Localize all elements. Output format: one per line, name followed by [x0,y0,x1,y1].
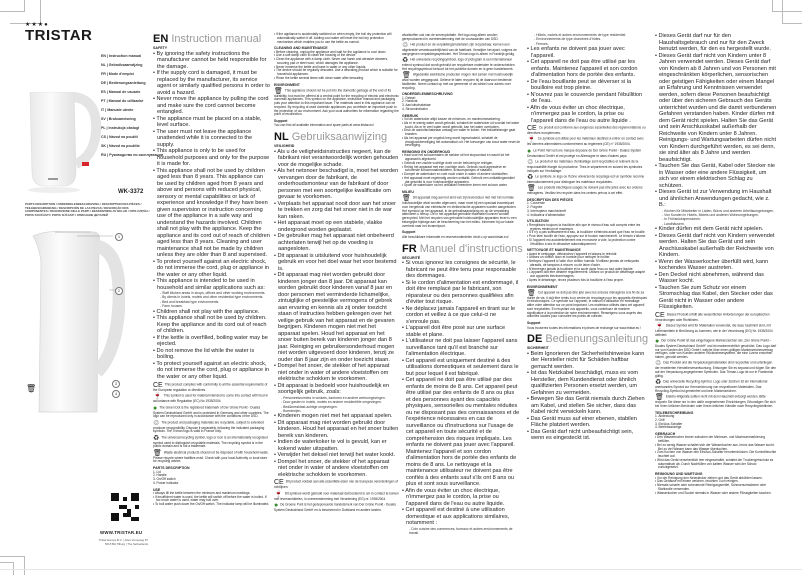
bullet-item: • Als er te weinig water wordt gebruikt, schakelt de waterkoker uit voordat het water kookt. Als er te veel water wordt gebruikt, kan het water overkoken. [402,122,520,130]
tristar-logo [25,22,100,43]
section-title-de [527,333,647,345]
bullet-item: • Use a soft damp cloth to clean the housing of the device. [274,54,399,58]
symbol-note [274,492,399,502]
sub-item: - Staff kitchen areas in shops, offices and other working environments. [160,291,266,295]
bullet-item: • Als u de veiligheidsinstructies negeert, kan de fabrikant niet verantwoordelijk worden gehouden voor de mogelijke schade. [274,149,399,169]
symbol-text: Het universele recyclingsymbool, logo of pictogram is een internationaal erkend symbool dat wordt gebruikt om recyclebare materialen te onderscheiden. Het recyclingsymbool behoort tot het publieke domein en is geen handelsmerk. [402,57,516,71]
bullet-item: • Nettoyez l'appareil à l'aide d'un chiffon humide. N'utilisez jamais de nettoyants abrasifs, de tampons à récurer ou de laine d'acier. [527,260,647,268]
section-heading: Support [527,321,541,326]
bullet-item: • N'ouvrez pas le couvercle pendant l'ébullition de l'eau. [527,92,647,105]
symbol-note [274,480,399,490]
parts-item: 1. Deksel [402,95,416,100]
column-4 [527,33,647,442]
language-item: EN | Instruction manual [101,54,142,58]
symbol-text: Le produit et les matériaux d'emballage sont recyclables et relèvent de la responsabilité élargie du producteur. Triez-le séparément en suivant les symboles indiqués sur l'emballage. [527,159,643,173]
sub-item: - Personeelsruimtes in winkels, kantoren en andere werkomgevingen. [281,395,386,400]
parts-caption: PARTS DESCRIPTION / ONDERDELENBESCHRIJVING / DESCRIPTION DES PIÈCES / TEILEBESCHREIBUNG / DESCRIPCIÓN DE LAS PIEZAS / DESCRIÇÃO DOS COMPONENTES / DESCRIZIONE DELLE PARTI / BESKRIVNING AV DELAR / OPIS CZĘŚCI / POPIS SOUČÁSTÍ / POPIS SÚČASTÍ / ОПИСАНИЕ ДЕТАЛЕЙ [25,202,150,217]
symbol-note [153,421,270,435]
language-item: PL | Instrukcja obsługi [101,126,140,130]
bullet-item: • Kinder dürfen mit dem Gerät nicht spielen. [655,226,777,233]
bullet-item: • Si l'appareil est accidentellement mis en marche à vide, la protection contre l'ébullition à sec le désactive automatiquement. [527,239,647,247]
weee-bin-icon: 🗑 [527,185,536,193]
paragraph: afvalstoffen ook van de servexploitatie. Het logo mag alleen worden gereproduceerd in overeenstemming met de voorwaarden van DSD. [402,33,499,41]
symbol-text: This symbol is used for material intended to come into contact with food in accordance with Regulation (EC) No 1935/2004. [153,393,269,404]
symbol-text: Het product en de verpakkingsmaterialen zijn recyclebaar, kennen een uitgebreide verantwoordelijkheid van de fabrikant. Verwijder het apart, volgens de aangegeven verpakkingssymbolen. Het Triman-logo is alleen in Frankrijk geldig. [402,42,517,56]
section-heading: ENVIRONNEMENT [527,284,558,289]
parts-item: 1. Lid [153,469,161,474]
weee-bin-icon: 🗑 [655,394,664,402]
parts-item: 3. Aan/uitschakelaar [402,103,431,108]
fr-continued [527,126,647,330]
bullet-item: • Si vous ignorez les consignes de sécurité, le fabricant ne peut être tenu pour responsable des dommages. [402,260,520,280]
en-continued [274,33,399,128]
symbol-note [527,137,647,147]
bullet-item: • Always fill the kettle between the minimum and maximum markings. [153,492,270,496]
food-contact-icon: 🍷 [274,490,283,498]
language-item: RU | Руководство по эксплуатации [101,153,164,157]
address-line: 5015 BH Tilburg | The Netherlands [105,541,148,546]
bullet-item: • Dit apparaat is bedoeld voor huishoudelijk en soortgelijk gebruik, zoals: [274,383,399,396]
sub-item: - Bed and breakfast type environments. [160,299,220,304]
sub-item: - Von Kunden in Hotels, Motels und anderen Wohnumgebungen. [662,212,760,217]
sub-item: - In Frühstückspensionen. [662,217,702,222]
website-link[interactable]: WWW.TRISTAR.EU [100,530,143,535]
bullet-item: • Ne déplacez jamais l'appareil en tirant sur le cordon et veillez à ce que celui-ci ne s'enroule pas. [402,306,520,326]
language-code: NL [274,131,289,144]
section-heading: NETTOYAGE ET MAINTENANCE [527,248,581,253]
symbol-text: This appliance should not be put into the domestic garbage at the end of its durability, but must be offered at a central point for the recycling of electric and electronic domestic appliances. This symbol on the appliance, instruction manual and packaging puts your attention to this important issue. The materials used in this appliance can be recycled. By recycling of used domestic appliances you contribute an important push to the protection of our environment. Ask your local authorities for information regarding the point of recollection. [274,88,399,117]
bullet-item: • N'immergez jamais la bouilloire et la socle dans l'eau ou tout autre liquide. [527,268,647,272]
bullet-item: • De gebruiker mag het apparaat niet onbeheerd achterlaten terwijl het op de voeding is aangesloten. [274,233,399,253]
section-heading: GEBRUIK [402,113,419,118]
bullet-item: • Verwijder het deksel niet terwijl het water kookt. [274,452,399,459]
parts-item: 3. Interrupteur marche/arrêt [527,208,566,213]
weee-bin-icon: 🗑 [527,289,536,297]
bullet-item: • Dompel de waterkoker en voet nooit onder in water of andere vloeistoffen. [402,173,520,177]
symbol-note [527,186,647,196]
bullet-item: • Pour faire bouillir de l'eau, appuyez sur le bouton marche/arrêt. Le témoin s'allume. [527,235,647,239]
section-heading: PARTS DESCRIPTION [153,466,190,471]
symbol-text: The product and packaging materials are recyclable, subject to extended producer responsibility. Dispose it separately, following the indicated packaging symbols. The Triman logo is valid in France only. [153,420,265,434]
crop-mark [10,0,41,24]
weee-bin-icon: 🗑 [26,384,37,393]
bullet-item: • Zum Kochen von Wasser den Ein/Aus-Schalter herunterdrücken. Die Kontrollleuchte leuchtet auf. [655,451,777,459]
bullet-item: • Den Deckel nicht abnehmen, während das Wasser kocht. [655,272,777,285]
symbol-text: Elektro-Altgeräte sollten nicht mit dem Hausmüll entsorgt werden. Bitte recyceln Sie diese nur in den dafür vorgesehenen Einrichtungen. Erkundigen Sie sich bei Ihren örtlichen Behörden oder Ihrem örtlichen Händler nach Recyclingrichtlinien. [655,394,776,408]
parts-item: 2. Handvat [402,99,418,104]
symbol-note [655,339,777,360]
callout-handle: 2 [115,287,123,295]
bullet-item: • Gebruik een zachte vochtige doek om de behuizing te reinigen. [402,162,520,166]
parts-item: 3. On/Off switch [153,477,176,482]
bullet-item: • Indien de waterkoker te vol is gevuld, kan er kokend water uitspatten. [274,439,399,452]
kettle-photo-top [22,92,102,197]
parts-item: 4. Power indicator [153,480,179,485]
symbol-text: Afgedankte elektrische producten mogen niet samen met huishoudelijk afval worden weggegooid. Gelieve te laten recyclen bij de daarvoor bestemde faciliteiten. Neem contact op met uw gemeente of uw winkel voor advies over recycling. [402,72,513,90]
symbol-text: Les produits électriques usagés ne doivent pas être jetés avec les ordures ménagères. Veuillez les recycler dans les centres prévus à cet effet. [527,185,643,196]
sub-item: - Boerderijen. [281,408,302,413]
section-title-text: Gebruiksaanwijzing [291,131,388,144]
paragraph: You can find all available information and spare parts at www.tristar.eu! [274,123,374,128]
bullet-item: • S'il n'y a pas suffisamment d'eau, la bouilloire s'éteindra avant que l'eau ne bouille. [527,231,647,235]
nl-symbols [274,480,399,512]
bullet-item: • Bewegen Sie das Gerät niemals durch Ziehen am Kabel, und stellen Sie sicher, dass das Kabel nicht verwickeln kann. [527,396,647,416]
bullet-item: • This appliance shall not be used by children aged less than 8 years. This appliance can be used by children aged from 8 years and above and persons with reduced physical, sensory or mental capabilities or lack of experience and knowledge if they have been given supervision or instruction concerning use of the appliance in a safe way and understand the hazards involved. Children shall not play with the appliance. Keep the appliance and its cord out of reach of children aged less than 8 years. Cleaning and user maintenance shall not be made by children unless they are older than 8 and supervised. [153,168,270,259]
logo-stars: ★★★● [25,22,49,28]
language-item: IT | Manuale utente [101,108,134,112]
bullet-item: • Wasserkocher und Sockel niemals in Wasser oder andere Flüssigkeiten tauchen. [655,492,777,496]
callout-indicator: 4 [112,390,120,398]
brand-plate [48,178,58,180]
symbol-note [655,361,777,378]
bullet-item: • Clean the appliance with a damp cloth. Never use harsh and abrasive cleaners, scouring pad or steel wool, which damages the appliance. [274,58,399,66]
bullet-item: • Dieses Gerät darf nur für den Haushaltsgebrauch und nur für den Zweck benutzt werden, für den es hergestellt wurde. [655,33,777,53]
section-heading: Support [402,230,416,235]
bullet-item: • Les enfants ne doivent pas jouer avec l'appareil. [527,46,647,59]
en-safety [153,46,270,380]
power-indicator [82,162,89,166]
sub-item: - Küchen für Mitarbeiter in Läden, Büros und anderen Arbeitsumgebungen. [662,208,775,213]
language-list [101,52,164,160]
symbol-text: Le symbole, le logo ou l'icône universel de recyclage est un symbole reconnu internationalement pour distinguer les matériaux recyclables. [527,174,645,184]
section-title-text: Bedienungsanleitung [545,333,649,346]
bullet-item: • Als het apparaat per ongeluk leeg wordt ingeschakeld, schakelt de droogkookbeveiliging het automatisch uit. Het toevoegen van koud water reset de beveiliging. [402,137,520,148]
sub-item: - By clients in hotels, motels and other residential type environments. [160,295,264,300]
symbol-text: The Green Dot is the registered trademark of Der Grüne Punkt - Duales System Deutschland GmbH and is protected in Germany and other countries. The logo can be reproduced only in accordance with the conditions of the DSD. [153,405,269,419]
fr-safety-continued [527,33,647,124]
bullet-item: • Cet appareil ne doit pas être utilisé par les enfants. Maintenez l'appareil et son cordon d'alimentation hors de portée des enfants. [527,59,647,79]
bullet-item: • By ignoring the safety instructions the manufacturer cannot be held responsible for the damage. [153,51,270,71]
symbol-text: Dit symbool wordt gebruikt voor materiaal dat bestemd is om in contact te komen met levensmiddelen, in overeenstemming met Verordening (EG) nr. 1935/2004. [274,491,399,501]
parts-item: 2. Handle [153,473,167,478]
section-heading: REINIGING EN ONDERHOUD [402,150,451,155]
address-line: Tristar Europe B.V. | Jules Verneweg 87 [98,538,148,542]
paragraph: Alle beschikbare informatie en reserveonderdelen vindt u op www.tristar.eu! [402,234,509,239]
parts-item: 2. Griff [655,417,665,422]
bullet-item: • Do not remove the lid while the water is boiling. [153,348,270,361]
bullet-item: • Avant le nettoyage, débranchez l'appareil et laissez-le refroidir. [527,253,647,257]
symbol-note [527,160,647,174]
section-title-text: Manuel d'instructions [419,242,523,255]
sub-item: - Fermes. [534,41,549,46]
company-address [93,539,148,546]
weee-bin-icon: 🗑 [402,72,411,79]
bullet-item: • Cet appareil ne doit pas être utilisé par des enfants de moins de 8 ans. Cet appareil peut être utilisé par des enfants de 8 ans ou plus et des personnes ayant des capacités physiques, sensorielles ou mentales réduites ou ne disposant pas des connaissances et de l'expérience nécessaires en cas de surveillance ou d'instructions sur l'usage de cet appareil en toute sécurité et de compréhension des risques impliqués. Les enfants ne doivent pas jouer avec l'appareil. Maintenez l'appareil et son cordon d'alimentation hors de portée des enfants de moins de 8 ans. Le nettoyage et la maintenance utilisateur ne doivent pas être confiés à des enfants sauf s'ils ont 8 ans ou plus et sont sous surveillance. [402,377,520,488]
bullet-item: • Utilisez un chiffon doux et humide pour nettoyer le boîtier. [527,256,647,260]
language-item: SV | Bruksanvisning [101,117,136,121]
de-safety [527,346,647,442]
language-item: SK | Návod na použitie [101,144,140,148]
bullet-item: • Après le détartrage, rincez plusieurs fois la bouilloire à l'eau propre. [527,279,647,283]
symbol-text: Dit apparaat mag aan het eind van zijn levensduur niet met het normale huishoudelijke afval worden afgevoerd, maar moet bij een speciaal inzamelpunt voor hergebruik van elektrische en elektronische apparaten worden aangeboden. Het symbool op het apparaat, in de gebruiksaanwijzing en op de verpakking attendeert u hierop. De in het apparaat gebruikte materialen kunnen worden gerecycled. Met het recyclen van gebruikte huishoudelijke apparaten levert u een belangrijke bijdrage aan de bescherming van het milieu. Informeer bij uw lokale overheid naar het inzamelpunt. [402,195,517,228]
symbol-text: Cet appareil ne doit pas être jeté avec les ordures ménagères à la fin de sa durée de vie, il doit être remis à un centre de recyclage pour les appareils électriques et électroniques. Ce symbole sur l'appareil, le manuel d'utilisation et l'emballage attire votre attention sur ce point important. Les matériaux utilisés dans cet appareil sont recyclables. En recyclant vos appareils, vous contribuez de manière significative à la protection de notre environnement. Renseignez-vous auprès des autorités locales pour connaître les points de collecte. [527,290,647,319]
food-contact-icon: 🍷 [655,322,664,330]
parts-item: 2. Poignée [527,205,543,210]
symbol-text: The universal recycling symbol, logo or icon is an internationally recognised symbol used to distinguish recyclable materials. The recycling symbol is in the public domain and is not a trademark. [153,435,268,449]
bullet-item: • Dieses Gerät darf nicht von Kindern verwendet werden. Halten Sie das Gerät und sein Anschlusskabel außerhalb der Reichweite von Kindern. [655,233,777,259]
bullet-item: • The device should be regularly descaled. Use a descaling product which is suitable for household appliances. [274,69,399,77]
column-5 [655,33,777,495]
ce-mark-icon: CE [655,311,665,319]
language-item: ES | Manual de usuario [101,90,141,94]
section-heading: SICHERHEIT [527,346,549,351]
bullet-item: • Afin de vous éviter un choc électrique, n'immergez pas le cordon, la prise ou l'appareil dans de l'eau ou autre liquide . [527,105,647,125]
bullet-item: • To boil water push down the On/Off switch. The indicator lamp will be illuminated. [153,503,270,507]
weee-bin-icon: 🗑 [274,87,283,95]
bullet-item: • Cet appareil est destiné à une utilisation domestique et aux applications similaires, notamment : [402,507,520,527]
bullet-item: • L'appareil doit être détartré régulièrement. Utilisez un produit de détartrage adapté aux appareils électroménagers. [527,271,647,279]
bullet-item: • Dompel het snoer, de stekker of het apparaat niet onder in water of andere vloeistoffen om elektrische schokken te voorkomen. [274,363,399,383]
symbol-note [274,503,399,513]
nl-safety [274,144,399,478]
bullet-item: • Tauchen Sie das Gerät, Kabel oder Stecker nie in Wasser oder eine andere Flüssigkeit, um sich vor einem elektrischen Schlag zu schützen. [655,163,777,189]
section-heading: Support [274,119,288,124]
bullet-item: • Ist das Netzkabel beschädigt, muss es vom Hersteller, dem Kundendienst oder ähnlich qualifizierten Personen ersetzt werden, um Gefahren zu vermeiden. [527,370,647,396]
bullet-item: • Vul de waterkoker altijd tussen de minimum- en maximummarkering. [402,118,520,122]
symbol-note [274,89,399,118]
recycling-icon: ♻ [153,434,160,442]
language-item: DE | Bedienungsanleitung [101,81,146,85]
triman-icon: ♲ [655,360,662,368]
section-title-fr [402,242,523,255]
symbol-text: Das Produkt und die Verpackungsmaterialien sind recycelbar und unterliegen der erweiterten Herstellerverantwortung. Entsorgen Sie es separat und folgen Sie den auf der Verpackung angegebenen Symbolen. Das Triman-Logo ist nur in Frankreich gültig. [655,360,777,378]
section-heading: UTILISATION [527,219,549,224]
green-dot-icon: ● [274,501,279,509]
bullet-item: • To protect yourself against an electric shock, do not immerse the cord, plug or appliance in the water or any other liquid. [153,259,270,279]
bullet-item: • Das Gehäuse mit einem weichen, feuchten Tuch reinigen. [655,480,777,484]
bullet-item: • If insufficient water is used, the kettle will switch off before the water is boiled. If too much water is used, water may boil over. [153,496,270,504]
bullet-item: • If the appliance is accidentally switched on when empty, the boil dry protection will automatically switch it off. Adding cool water will reset the boil dry protection mechanism which enables you to use the kettle as normal. [274,33,399,44]
bullet-item: • Dompel het snoer, de stekker of het apparaat niet onder in water of andere vloeistoffen om elektrische schokken te voorkomen. [274,459,399,479]
bullet-item: • L'utilisateur ne doit pas laisser l'appareil sans surveillance tant qu'il est branché sur l'alimentation électrique. [402,338,520,358]
bullet-item: • Spoel de waterkoker na het ontkalken meerdere keren met schoon water. [402,184,520,188]
en-parts-use [153,466,270,507]
recycling-icon: ♻ [655,379,662,387]
symbol-note [655,395,777,409]
bullet-item: • Het apparaat moet regelmatig worden ontkalkt. Gebruik een ontkalkingsmiddel dat geschikt is voor huishoudelijke apparaten. [402,177,520,185]
triman-icon: ♲ [153,419,160,427]
paragraph: Vous trouverez toutes les informations et pièces de rechange sur www.tristar.eu ! [527,325,642,330]
bullet-item: • Kinderen mogen niet met het apparaat spelen. [274,413,399,420]
bullet-item: • Druk de aan/uitschakelaar omlaag om water te koken. Het indicatielampje gaat branden. [402,129,520,137]
bullet-item: • Den Wasserkocher immer zwischen der Minimum- und Maximummarkierung befüllen. [655,436,777,444]
language-item: CS | Návod na použití [101,135,138,139]
sub-item: - Hôtels, motels et autres environnements de type résidentiel. [534,33,627,37]
bullet-item: • Si le cordon d'alimentation est endommagé, il doit être remplacé par le fabricant, son réparateur ou des personnes qualifiées afin d'éviter tout risque. [402,280,520,306]
bullet-item: • Never immerse the kettle and base in water or any other liquids. [274,66,399,70]
bullet-item: • If the supply cord is damaged, it must be replaced by the manufacturer, its service agent or similarly qualified persons in order to avoid a hazard. [153,70,270,96]
triman-icon: ♲ [402,42,409,49]
section-heading: GEBRAUCH [655,432,676,437]
section-heading: ONDERDELENBESCHRIJVING [402,92,453,97]
bullet-item: • Reinig het apparaat met een vochtige doek. Gebruik nooit agressieve en schurende schoonmaakmiddelen, schuursponsjes of staalwol. [402,166,520,174]
symbol-note [402,58,520,72]
symbol-text: Le Point Vert est une marque déposée de Der Grüne Punkt - Duales System Deutschland GmbH et est protégé en Allemagne et dans d'autres pays. [527,148,642,158]
symbol-note [153,406,270,420]
bullet-item: • Wird das Gerät versehentlich leer eingeschaltet, schaltet der Trockengehschutz es automatisch ab. Durch Nachfüllen von kaltem Wasser wird der Schutz zurückgesetzt. [655,459,777,470]
recycling-icon: ♻ [527,173,534,181]
nl-continued [402,34,520,240]
section-heading: SÉCURITÉ [402,255,421,260]
symbol-note [527,291,647,320]
parts-item: 4. Betriebsanzeige [655,425,682,430]
green-dot-icon: ● [527,147,532,155]
logo-wordmark: TRISTAR [25,27,93,44]
bullet-item: • This appliance is intended to be used in household and similar applications such as: [153,278,270,291]
qr-code[interactable] [111,493,139,521]
food-contact-icon: 🍷 [527,136,536,144]
food-contact-icon: 🍷 [153,393,162,401]
symbol-text: Der Grüne Punkt ist das eingetragene Markenzeichen der „Der Grüne Punkt – Duales System Deutschland GmbH“ und ist markenrechtlich geschützt. Das Logo darf nur von Kunden der DSD GmbH, welche über einen gültigen Markenzeichenvertrag verfügen, oder von Kunden anderer Rücknahmesysteme, die eine Lizenz erworben haben, genutzt werden. [655,338,777,360]
bullet-item: • Never move the appliance by pulling the cord and make sure the cord cannot become entangled. [153,96,270,116]
parts-item: 1. Abdeckung [655,414,675,419]
fr-safety [402,256,520,536]
model-number: WK-3372 [118,189,144,195]
bullet-item: • Rinse the kettle several times with clean water after descaling. [274,77,399,81]
sub-item: - Landhäusern. [662,221,685,226]
bullet-item: • De l'eau bouillante peut se déverser si la bouilloire est trop pleine. [527,79,647,92]
bullet-item: • Beim Ignorieren der Sicherheitshinweise kann der Hersteller nicht für Schäden haftbar gemacht werden. [527,351,647,371]
bullet-item: • Tauchen Sie zum Schutz vor einem Stromschlag das Kabel, den Stecker oder das Gerät nicht in Wasser oder andere Flüssigkeiten. [655,285,777,311]
bullet-item: • Haal voor het schoonmaken de stekker uit het stopcontact en wacht tot het apparaat is afgekoeld. [402,154,520,162]
section-heading: TEILEBESCHREIBUNG [655,410,694,415]
symbol-note [655,324,777,338]
parts-item: 4. Stroomindicator [402,106,428,111]
symbol-note [655,313,777,323]
de-safety-continued [655,33,777,311]
bullet-item: • Verplaats het apparaat nooit door aan het snoer te trekken en zorg dat het snoer niet in de war kan raken. [274,201,399,221]
section-heading: ENVIRONMENT [274,82,300,87]
recycling-icon: ♻ [402,57,409,64]
ce-mark-icon: CE [274,479,284,487]
bullet-item: • L'appareil doit être posé sur une surface stable et plane. [402,325,520,338]
bullet-item: • Vor der Reinigung den Netzstecker ziehen und das Gerät abkühlen lassen. [655,477,777,481]
column-2 [274,33,399,514]
bullet-item: • The appliance must be placed on a stable, level surface. [153,116,270,129]
section-heading: USE [153,487,161,492]
symbol-note [153,451,270,465]
bullet-item: • Dit apparaat mag niet worden gebruikt door kinderen jonger dan 8 jaar. Dit apparaat kan worden gebruikt door kinderen vanaf 8 jaar en door personen met verminderde lichamelijke, zintuiglijke of geestelijke vermogens of gebrek aan ervaring en kennis als zij onder toezicht staan of instructies hebben gekregen over het veilige gebruik van het apparaat en de gevaren begrijpen. Kinderen mogen niet met het apparaat spelen. Houd het apparaat en het snoer buiten bereik van kinderen jonger dan 8 jaar. Reiniging en gebruikersonderhoud mogen niet worden uitgevoerd door kinderen, tenzij ze ouder dan 8 jaar zijn en onder toezicht staan. [274,272,399,363]
section-heading: CLEANING AND MAINTENANCE [274,46,328,51]
bullet-item: • Dieses Gerät ist zur Verwendung im Haushalt und ähnlichen Anwendungen gedacht, wie z. B.: [655,189,777,209]
section-heading: REINIGUNG UND WARTUNG [655,472,703,477]
sub-item: - Door gasten in hotels, motels en andere residentiële omgevingen. [281,400,382,405]
bullet-item: • Het apparaat moet op een stabiele, vlakke ondergrond worden geplaatst. [274,220,399,233]
bullet-item: • Wenn der Wasserkocher überfüllt wird, kann kochendes Wasser austreten. [655,259,777,272]
symbol-note [402,73,520,90]
symbol-text: Waste electrical products should not be disposed of with household waste. Please recycle where facilities exist. Check with your local Authority or local store for recycling advice. [153,450,269,464]
bullet-item: • Remplissez toujours la bouilloire afin que le niveau d'eau soit compris entre les repères minimum et maximum. [527,224,647,232]
bullet-item: • Dieses Gerät darf nicht von Kindern unter 8 Jahren verwendet werden. Dieses Gerät darf von Kindern ab 8 Jahren und von Personen mit eingeschränkten körperlichen, sensorischen oder geistigen Fähigkeiten oder einem Mangel an Erfahrung und Kenntnissen verwendet werden, sofern diese Personen beaufsichtigt oder über den sicheren Gebrauch des Geräts unterrichtet wurden und die damit verbundenen Gefahren verstanden haben. Kinder dürfen mit dem Gerät nicht spielen. Halten Sie das Gerät und sein Anschlusskabel außerhalb der Reichweite von Kindern unter 8 Jahren. Reinigungs- und Wartungsarbeiten dürfen nicht von Kindern durchgeführt werden, es sei denn, sie sind älter als 8 Jahre und werden beaufsichtigt. [655,53,777,164]
sub-item: - Bed&breakfast-achtige omgevingen. [281,404,338,409]
language-item: NL | Gebruiksaanwijzing [101,63,143,67]
callout-switch: 3 [112,380,120,388]
symbol-note [527,126,647,136]
symbol-text: Dieses Symbol wird für Materialien verwendet, die dazu bestimmt sind, mit Lebensmitteln in Berührung zu kommen, wie in der Verordnung (EG) Nr. 1935/2004 definiert. [655,323,773,337]
section-heading: SAFETY [153,46,168,50]
symbol-text: Das universelle Recycling-Symbol, Logo oder Zeichen ist ein international anerkanntes Symbol zur Kennzeichnung von recycelbaren Materialien. Das Recycling-Symbol ist gemeinfrei und kein Markenzeichen. [655,379,768,393]
parts-item: 4. Indicateur d'alimentation [527,212,565,217]
crop-mark [782,0,802,24]
bullet-item: • Afin de vous éviter un choc électrique, n'immergez pas le cordon, la prise ou l'appareil dans de l'eau ou autre liquide. [402,488,520,508]
symbol-note [153,394,270,404]
bullet-item: • Niemals scharfe oder scheuernde Reinigungsmittel, Scheuerschwämme oder Stahlwolle verwenden. [655,484,777,492]
weee-bin-icon: 🗑 [402,195,411,203]
column-1 [153,33,270,507]
sub-item: - Farm houses. [160,304,183,309]
callout-lid: 1 [115,233,123,241]
section-title-en [153,33,270,45]
language-code: EN [153,33,169,45]
sub-item: - Environnements de type chambres d'hôtes. [534,37,602,42]
symbol-text: Ce symbole est utilisé pour les matériaux destinés à entrer en contact avec les denrées alimentaires conformément au règlement (CE) n° 1935/2004. [527,136,644,147]
symbol-note [527,149,647,159]
symbol-note [153,436,270,450]
section-heading: MILIEU [402,190,414,195]
symbol-note [527,175,647,185]
bullet-item: • Als het netsnoer beschadigd is, moet het worden vervangen door de fabrikant, de onderhoudsmonteur van de fabrikant of door personen met een soortgelijke kwalificatie om gevaar te voorkomen. [274,168,399,201]
column-3 [402,33,523,535]
parts-item: 3. Ein/Aus-Schalter [655,421,683,426]
sub-item: - Coin cuisine des commerces, bureaux et autres environnements de travail. [409,526,513,535]
bullet-item: • The user must not leave the appliance unattended while it is connected to the supply. [153,129,270,149]
language-item: FR | Mode d'emploi [101,72,134,76]
bullet-item: • To protect yourself against an electric shock, do not immerse the cord, plug or appliance in the water or any other liquid. [153,361,270,381]
section-title-nl [274,131,399,143]
bullet-item: • Before cleaning, unplug the appliance and wait for the appliance to cool down. [274,51,399,55]
bullet-item: • This appliance is only to be used for household purposes and only for the purpose it is made for. [153,148,270,168]
ce-mark-icon: CE [153,382,163,390]
green-dot-icon: ● [153,404,158,412]
symbol-text: Dit product voldoet aan alle essentiële eisen van de Europese verordeningen of richtlijnen. [274,479,398,490]
symbol-text: De Groene Punt is het gedeponeerde handelsmerk van Der Grüne Punkt - Duales System Deutschland GmbH en is beschermd in Duitsland en andere landen. [274,502,396,512]
symbol-note [402,43,520,57]
de-continued [655,313,777,496]
weee-bin-icon: 🗑 [153,449,162,457]
symbol-note [153,383,270,393]
section-heading: DESCRIPTION DES PIÈCES [527,197,573,202]
ce-mark-icon: CE [527,125,537,133]
triman-icon: ♲ [527,158,534,166]
kettle-diagram [25,222,125,422]
green-dot-icon: ● [655,337,660,345]
page-edge [0,569,802,570]
section-heading: VEILIGHEID [274,144,295,149]
language-code: DE [527,333,543,346]
symbol-note [402,196,520,228]
bullet-item: • Dit apparaat mag niet worden gebruikt door kinderen. Houd het apparaat en het snoer buiten bereik van kinderen. [274,420,399,440]
language-code: FR [402,242,417,255]
bullet-item: • Cet appareil est uniquement destiné à des utilisations domestiques et seulement dans le but pour lequel il est fabriqué. [402,358,520,378]
bullet-item: • Das Gerät muss auf einer ebenen, stabilen Fläche platziert werden. [527,416,647,429]
bullet-item: • Children shall not play with the appliance. [153,309,270,316]
symbol-text: Ce produit est conforme aux exigences essentielles des réglementations ou directives européennes. [527,125,646,136]
bullet-item: • Bei zu wenig Wasser schaltet sich der Wasserkocher aus, bevor das Wasser kocht. Bei zu viel Wasser kann das Wasser überkochen. [655,444,777,452]
bullet-item: • Das Gerät darf nicht unbeaufsichtigt sein, wenn es eingesteckt ist. [527,429,647,442]
symbol-text: Dieses Produkt erfüllt alle wesentlichen Anforderungen der europäischen Verordnungen oder Richtlinien. [655,312,770,322]
symbol-text: This product complies with conformity to all the essential requirements of the European regulation or directives. [153,382,268,393]
language-item: PT | Manual do utilizador [101,99,144,103]
symbol-note [655,380,777,394]
bullet-item: • If the kettle is overfilled, boiling water may be ejected. [153,335,270,348]
section-title-text: Instruction manual [171,33,262,45]
bullet-item: • This appliance shall not be used by children. Keep the appliance and its cord out of reach of children. [153,315,270,335]
en-symbols [153,383,270,464]
parts-item: 1. Couvercle [527,201,545,206]
bullet-item: • Dit apparaat is uitsluitend voor huishoudelijk gebruik en voor het doel waar het voor bestemd is. [274,253,399,273]
